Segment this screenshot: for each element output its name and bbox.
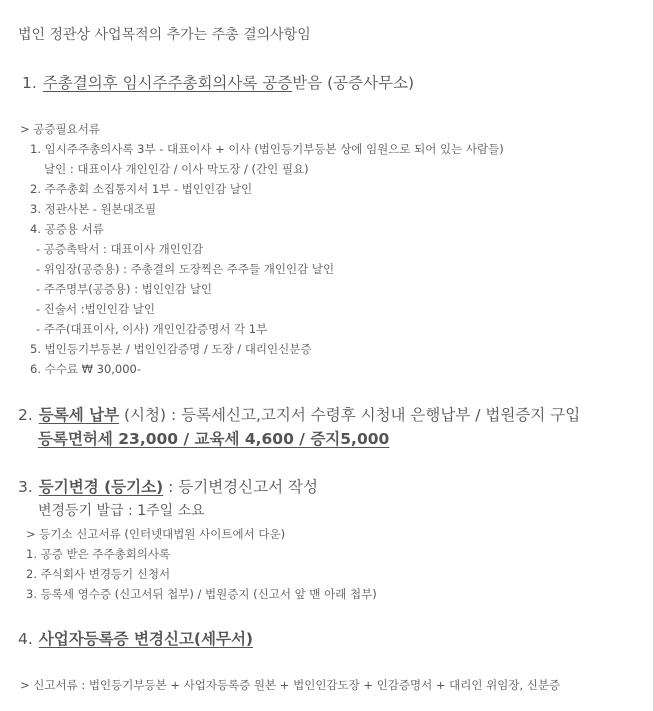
section-2-number: 2.: [18, 406, 33, 424]
section-1-main: 주총결의후 임시주주총회의사록 공증: [42, 74, 293, 92]
list-item: 1. 공증 받은 주주총회의사록: [26, 547, 171, 561]
list-item: 5. 법인등기부등본 / 법인인감증명 / 도장 / 대리인신분증: [30, 342, 312, 356]
list-item: 4. 공증용 서류: [30, 222, 104, 236]
list-item: - 주주(대표이사, 이사) 개인인감증명서 각 1부: [36, 322, 268, 336]
section-4-number: 4.: [18, 630, 33, 648]
list-item: 날인 : 대표이사 개인인감 / 이사 막도장 / (간인 필요): [44, 162, 309, 176]
section-1-rest: 받음 (공증사무소): [292, 74, 415, 92]
section-1-heading: [22, 76, 414, 92]
section-2-heading: [18, 408, 580, 424]
section-2-main: 등록세 납부: [38, 406, 120, 424]
list-item: - 위임장(공증용) : 주총결의 도장찍은 주주들 개인인감 날인: [36, 262, 335, 276]
section-2-fees: 등록면허세 23,000 / 교육세 4,600 / 증지5,000: [38, 430, 390, 448]
section-2-rest: (시청) : 등록세신고,고지서 수령후 시청내 은행납부 / 법원증지 구입: [119, 406, 581, 424]
section-3-heading: [18, 480, 318, 496]
section-3-main: 등기변경 (등기소): [38, 478, 164, 496]
list-item: 6. 수수료 ₩ 30,000-: [30, 362, 142, 376]
section-4-docs: > 신고서류 : 법인등기부등본 + 사업자등록증 원본 + 법인인감도장 + 인감증명서 + 대리인 위임장, 신분증: [20, 678, 561, 692]
list-item: - 진술서 :법인인감 날인: [36, 302, 155, 316]
section-3-issue: 변경등기 발급 : 1주일 소요: [38, 503, 205, 519]
list-item: 3. 등록세 영수증 (신고서뒤 첩부) / 법원증지 (신고서 앞 맨 아래 첩부): [26, 587, 377, 601]
list-item: 2. 주식회사 변경등기 신청서: [26, 567, 171, 581]
section-3-number: 3.: [18, 478, 33, 496]
list-item: 2. 주주총회 소집통지서 1부 - 법인인감 날인: [30, 182, 253, 196]
list-item: - 공증촉탁서 : 대표이사 개인인감: [36, 242, 204, 256]
page-title: 법인 정관상 사업목적의 추가는 주총 결의사항임: [18, 27, 311, 43]
list-item: 3. 정관사본 - 원본대조필: [30, 202, 157, 216]
section-4-main: 사업자등록증 변경신고(세무서): [38, 630, 254, 648]
section-3-rest: : 등기변경신고서 작성: [163, 478, 318, 496]
section-3-docs-header: > 등기소 신고서류 (인터넷대법원 사이트에서 다운): [26, 527, 286, 541]
section-1-number: 1.: [22, 74, 37, 92]
list-item: - 주주명부(공증용) : 법인인감 날인: [36, 282, 213, 296]
list-item: 1. 임시주주총의사록 3부 - 대표이사 + 이사 (법인등기부등본 상에 임원으로 되어 있는 사람들): [30, 142, 504, 156]
section-4-heading: [18, 632, 253, 648]
section-1-docs-header: > 공증필요서류: [20, 122, 100, 136]
